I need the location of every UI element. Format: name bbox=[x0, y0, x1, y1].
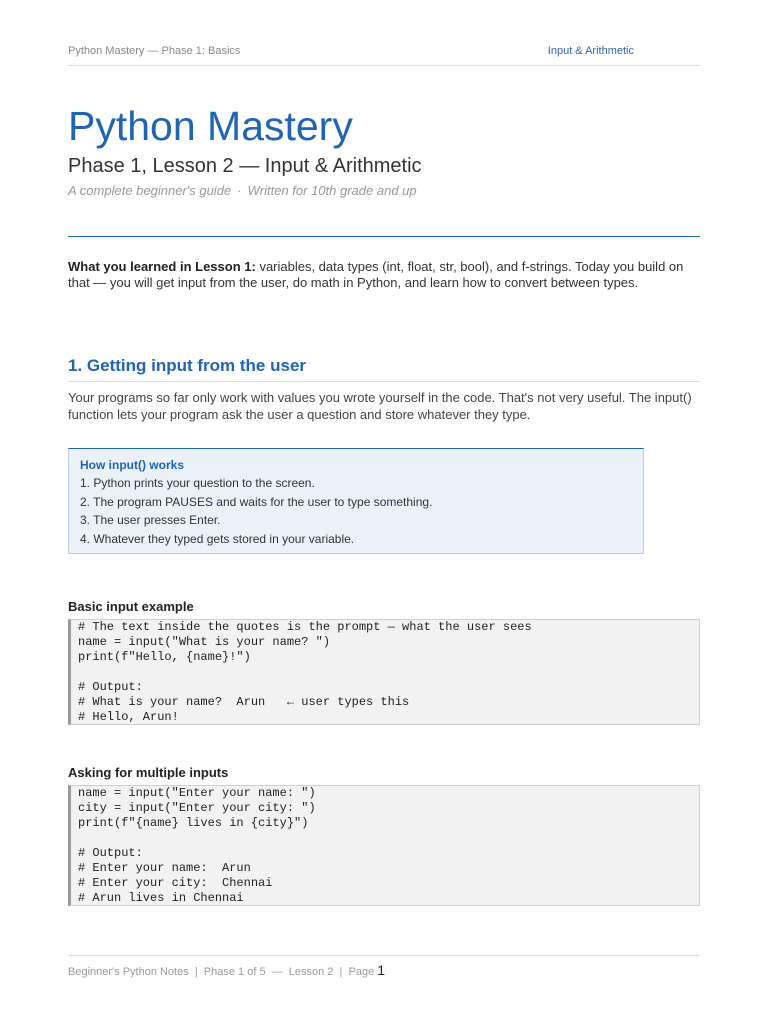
page-title: Python Mastery bbox=[68, 103, 353, 149]
code-line: name = input("What is your name? ") bbox=[78, 635, 331, 649]
info-callout bbox=[68, 448, 644, 554]
page-footer bbox=[68, 955, 700, 986]
code-line: # The text inside the quotes is the prompt — what the user sees bbox=[78, 620, 532, 634]
code-line: print(f"Hello, {name}!") bbox=[78, 650, 251, 664]
running-header-left: Python Mastery — Phase 1: Basics bbox=[68, 45, 241, 57]
code-block-multiple-inputs bbox=[68, 785, 700, 906]
running-header-right: Input & Arithmetic bbox=[547, 45, 634, 57]
code-line: # Output: bbox=[78, 680, 143, 694]
tagline-part1: A complete beginner's guide bbox=[68, 183, 232, 198]
intro-label: What you learned in Lesson 1: bbox=[68, 259, 256, 274]
tagline-separator: · bbox=[237, 183, 242, 198]
callout-step: 2. The program PAUSES and waits for the user to type something. bbox=[80, 494, 433, 509]
code-block-basic-input bbox=[68, 619, 700, 725]
title-divider bbox=[68, 236, 700, 237]
callout-steps-list bbox=[80, 474, 643, 548]
code-line: # Enter your name: Arun bbox=[78, 861, 251, 875]
footer-page-number: 1 bbox=[377, 962, 386, 978]
code-line: # Hello, Arun! bbox=[78, 710, 179, 724]
code-example-label: Basic input example bbox=[68, 599, 194, 614]
callout-step: 4. Whatever they typed gets stored in your variable. bbox=[80, 531, 355, 546]
code-line bbox=[78, 665, 699, 680]
code-line: name = input("Enter your name: ") bbox=[78, 786, 316, 800]
callout-title: How input() works bbox=[80, 458, 184, 472]
code-line: # Enter your city: Chennai bbox=[78, 876, 273, 890]
section-heading-input: 1. Getting input from the user bbox=[68, 355, 700, 382]
code-example-label: Asking for multiple inputs bbox=[68, 765, 229, 780]
section-body-input: Your programs so far only work with values you wrote yourself in the code. That's not very useful. The input() function lets your program ask the user a question and store whatever they type. bbox=[68, 390, 692, 422]
code-line: # Output: bbox=[78, 846, 143, 860]
intro-paragraph bbox=[68, 259, 700, 291]
code-line bbox=[78, 831, 699, 846]
page-subtitle: Phase 1, Lesson 2 — Input & Arithmetic bbox=[68, 155, 422, 177]
tagline bbox=[68, 183, 417, 199]
callout-step: 1. Python prints your question to the screen. bbox=[80, 476, 315, 490]
code-line: # What is your name? Arun ← user types this bbox=[78, 695, 410, 709]
callout-step: 3. The user presses Enter. bbox=[80, 513, 221, 527]
code-line: city = input("Enter your city: ") bbox=[78, 801, 316, 815]
code-line: print(f"{name} lives in {city}") bbox=[78, 816, 309, 830]
running-header bbox=[68, 44, 700, 66]
tagline-part2: Written for 10th grade and up bbox=[247, 183, 417, 198]
intro-text: variables, data types (int, float, str, bool), and f-strings. Today you build on that — you will get input from the user, do math in Python, and learn how to convert between types. bbox=[68, 259, 684, 290]
code-line: # Arun lives in Chennai bbox=[78, 891, 244, 905]
footer-text: Beginner's Python Notes | Phase 1 of 5 — Lesson 2 | Page bbox=[68, 966, 378, 978]
